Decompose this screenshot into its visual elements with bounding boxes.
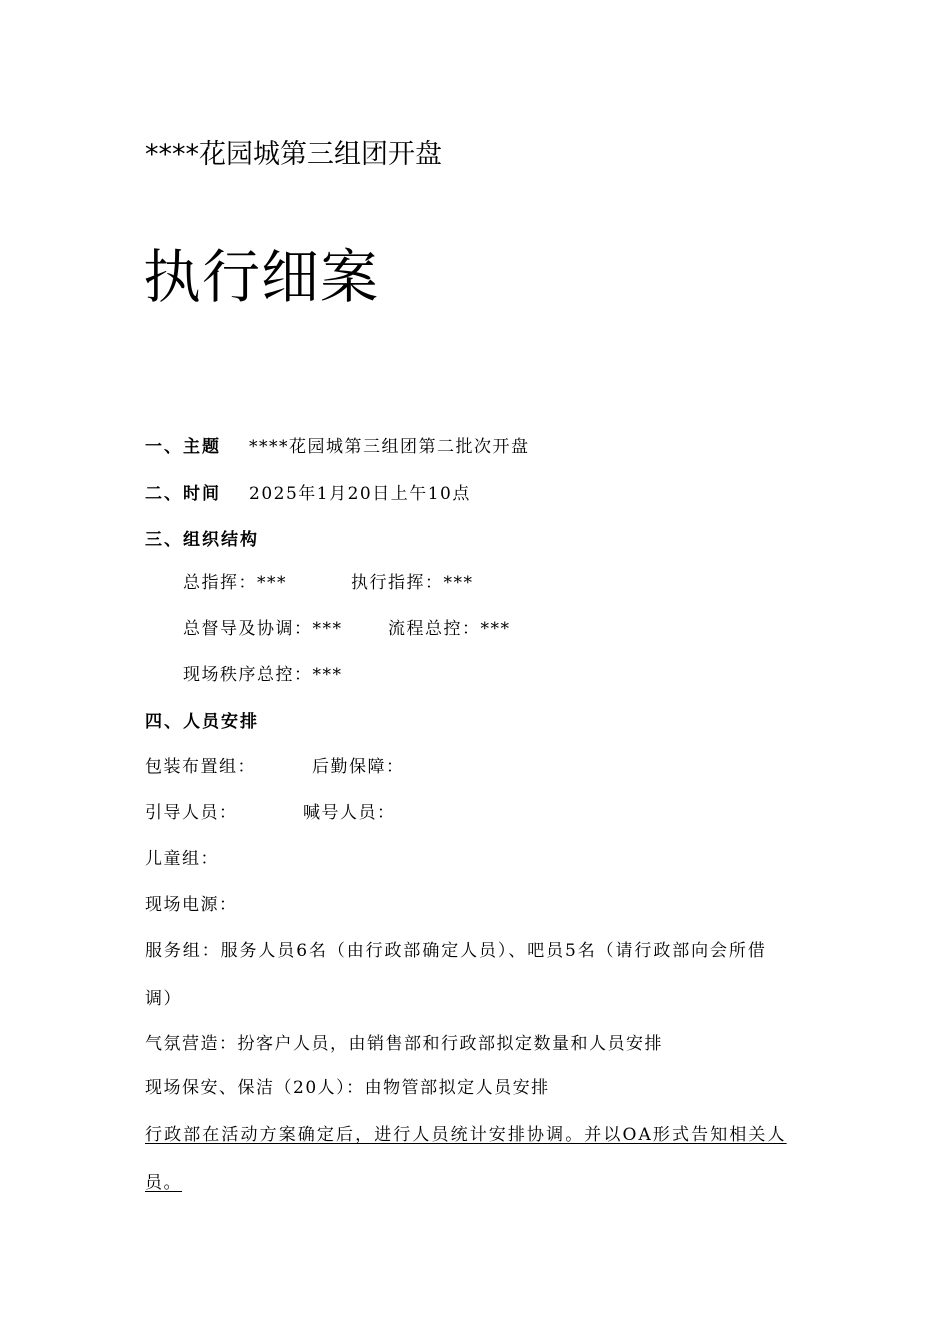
time-label: 二、时间 [145,484,221,504]
theme-row [145,436,845,458]
site-order: 现场秩序总控：*** [183,665,343,685]
time-row [145,483,845,505]
admin-note-line-2: 员。 [145,1173,182,1193]
security-cleaning: 现场保安、保洁（20人）：由物管部拟定人员安排 [145,1078,550,1098]
theme-label: 一、主题 [145,437,221,457]
service-group-line-1: 服务组：服务人员6名（由行政部确定人员）、吧员5名（请行政部向会所借 [145,941,767,961]
document-title: 执行细案 [143,243,380,311]
org-row-2 [183,618,783,640]
service-group-line-2: 调） [145,989,182,1009]
logistics: 后勤保障： [312,757,405,777]
theme-value: ****花园城第三组团第二批次开盘 [249,437,530,457]
guides: 引导人员： [145,803,238,823]
staffing-row-1 [145,756,745,778]
staffing-row-2 [145,802,745,824]
packaging-group: 包装布置组： [145,757,256,777]
time-value: 2025年1月20日上午10点 [249,484,471,504]
org-row-1 [183,572,783,594]
callers: 喊号人员： [303,803,396,823]
process-control: 流程总控：*** [388,619,511,639]
document-subtitle: ****花园城第三组团开盘 [145,139,442,170]
staffing-label: 四、人员安排 [145,712,259,732]
atmosphere: 气氛营造：扮客户人员，由销售部和行政部拟定数量和人员安排 [145,1034,663,1054]
executive-commander: 执行指挥：*** [351,573,474,593]
admin-note-line-1: 行政部在活动方案确定后，进行人员统计安排协调。并以OA形式告知相关人 [145,1125,787,1145]
children-group: 儿童组： [145,849,219,869]
organization-label: 三、组织结构 [145,530,259,550]
chief-commander: 总指挥：*** [183,573,287,593]
supervisor: 总督导及协调：*** [183,619,343,639]
power: 现场电源： [145,895,238,915]
